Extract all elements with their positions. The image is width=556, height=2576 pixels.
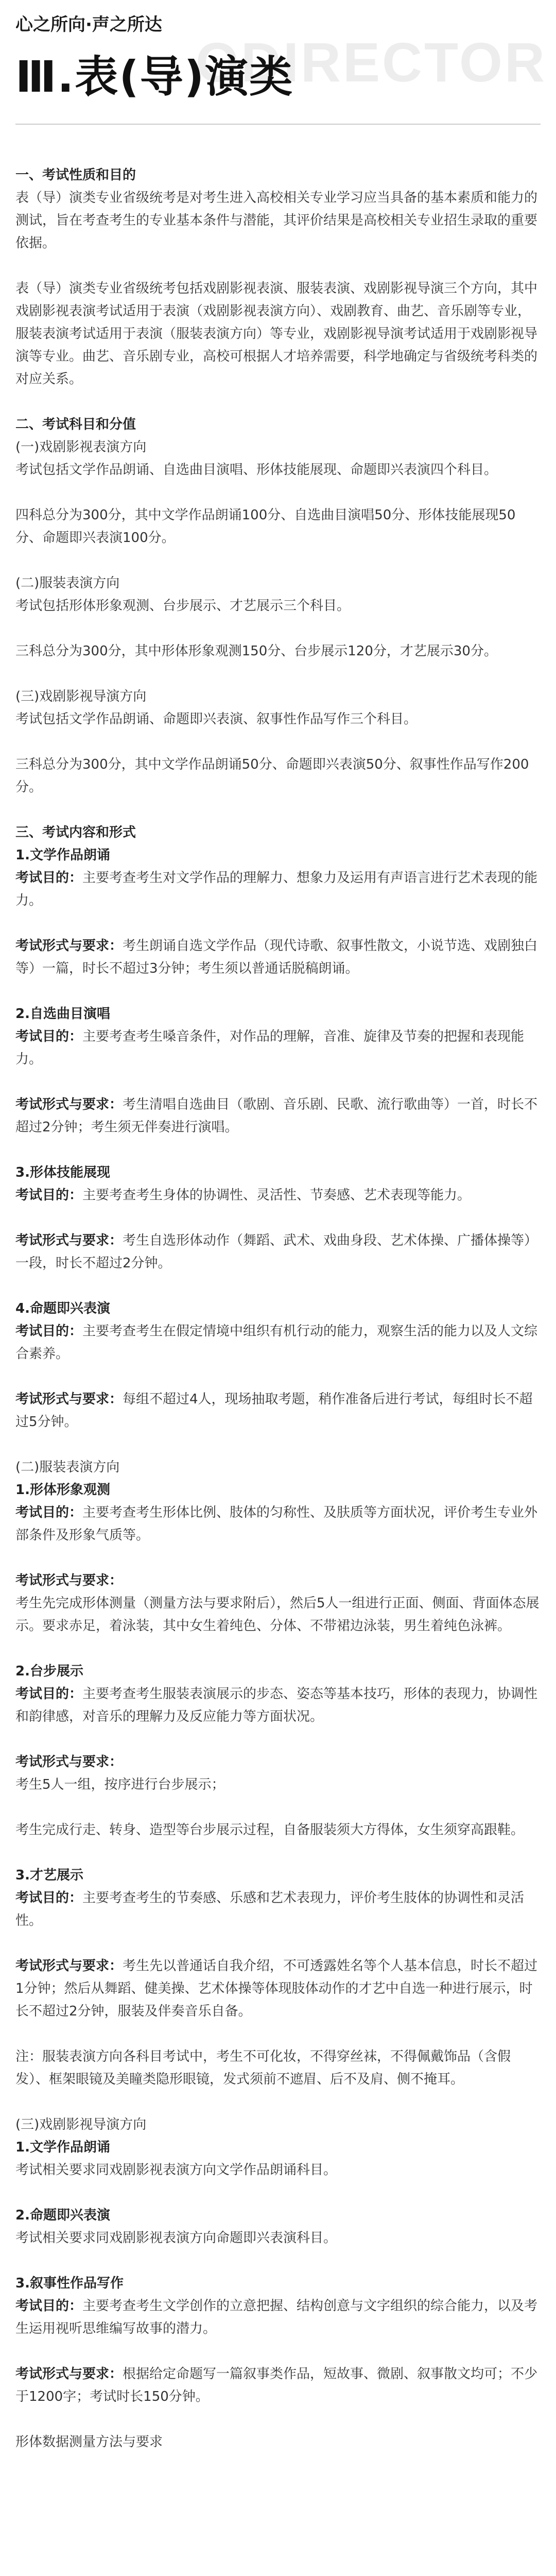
- paragraph: [15, 867, 541, 912]
- item-heading: 3.叙事性作品写作: [15, 2276, 124, 2291]
- subsection-heading: (一)戏剧影视表演方向: [15, 439, 147, 455]
- text: 主要考查考生对文学作品的理解力、想象力及运用有声语言进行艺术表现的能力。: [15, 870, 538, 908]
- text: 主要考查考生嗓音条件，对作品的理解，音准、旋律及节奏的把握和表现能力。: [15, 1029, 525, 1067]
- item-heading: 1.形体形象观测: [15, 1482, 110, 1498]
- section-heading: 二、考试科目和分值: [15, 417, 136, 432]
- paragraph: 形体数据测量方法与要求: [15, 2434, 163, 2450]
- paragraph: 考生先完成形体测量（测量方法与要求附后），然后5人一组进行正面、侧面、背面体态展示。要求赤足，着泳装，其中女生着纯色、分体、不带裙边泳装，男生着纯色泳裤。: [15, 1596, 540, 1634]
- paragraph: [15, 1025, 541, 1071]
- label: 考试形式与要求：: [15, 1392, 123, 1407]
- paragraph: [15, 1093, 541, 1139]
- label: 考试目的：: [15, 2298, 83, 2314]
- text: 考生朗诵自选文学作品（现代诗歌、叙事性散文，小说节选、戏剧独白等）一篇，时长不超过3分钟；考生须以普通话脱稿朗诵。: [15, 938, 538, 976]
- paragraph: 考生5人一组，按序进行台步展示；: [15, 1777, 225, 1792]
- paragraph: 表（导）演类专业省级统考是对考生进入高校相关专业学习应当具备的基本素质和能力的测试，旨在考查考生的专业基本条件与潜能，其评价结果是高校相关专业招生录取的重要依据。: [15, 190, 538, 251]
- paragraph: [15, 1683, 541, 1728]
- subsection-heading: (三)戏剧影视导演方向: [15, 689, 147, 704]
- subsection-heading: (三)戏剧影视导演方向: [15, 2117, 147, 2132]
- note-paragraph: 注：服装表演方向各科目考试中，考生不可化妆，不得穿丝袜，不得佩戴饰品（含假发）、框架眼镜及美瞳类隐形眼镜，发式须前不遮眉、后不及肩、侧不掩耳。: [15, 2049, 511, 2087]
- text: 主要考查考生身体的协调性、灵活性、节奏感、艺术表现等能力。: [82, 1188, 471, 1203]
- text: 每组不超过4人，现场抽取考题，稍作准备后进行考试，每组时长不超过5分钟。: [15, 1392, 533, 1430]
- paragraph: 四科总分为300分，其中文学作品朗诵100分、自选曲目演唱50分、形体技能展现50分、命题即兴表演100分。: [15, 507, 516, 546]
- label: 考试目的：: [15, 1188, 83, 1203]
- paragraph: [15, 1184, 541, 1207]
- item-heading: 2.命题即兴表演: [15, 2208, 110, 2223]
- item-heading: 2.台步展示: [15, 1664, 83, 1679]
- text: 考生先以普通话自我介绍，不可透露姓名等个人基本信息，时长不超过1分钟；然后从舞蹈、健美操、艺术体操等体现肢体动作的才艺中自选一种进行展示，时长不超过2分钟，服装及伴奏音乐自备。: [15, 1958, 538, 2019]
- paragraph: [15, 2295, 541, 2340]
- paragraph: 三科总分为300分，其中文学作品朗诵50分、命题即兴表演50分、叙事性作品写作200分。: [15, 757, 529, 795]
- subsection-heading: (二)服装表演方向: [15, 1460, 120, 1475]
- paragraph: 考试包括文学作品朗诵、命题即兴表演、叙事性作品写作三个科目。: [15, 711, 418, 727]
- text: 根据给定命题写一篇叙事类作品，短故事、微剧、叙事散文均可；不少于1200字；考试时长150分钟。: [15, 2366, 538, 2404]
- article-body: [15, 164, 541, 2453]
- paragraph: [15, 1955, 541, 2023]
- label: 考试目的：: [15, 1686, 83, 1702]
- text: 主要考查考生文学创作的立意把握、结构创意与文字组织的综合能力，以及考生运用视听思维编写故事的潜力。: [15, 2298, 538, 2336]
- subsection-heading: (二)服装表演方向: [15, 575, 120, 591]
- section-heading: 三、考试内容和形式: [15, 825, 136, 840]
- slogan-kicker: 心之所向·声之所达: [15, 14, 162, 35]
- paragraph: 考试相关要求同戏剧影视表演方向命题即兴表演科目。: [15, 2230, 337, 2246]
- text: 考生自选形体动作（舞蹈、武术、戏曲身段、艺术体操、广播体操等）一段，时长不超过2分钟。: [15, 1233, 538, 1271]
- item-heading: 3.形体技能展现: [15, 1165, 110, 1180]
- label: 考试形式与要求：: [15, 938, 123, 954]
- section-heading: 一、考试性质和目的: [15, 167, 136, 183]
- label: 考试目的：: [15, 1324, 83, 1339]
- paragraph: [15, 935, 541, 980]
- item-heading: 1.文学作品朗诵: [15, 848, 110, 863]
- watermark-text: ODIRECTOR: [196, 31, 547, 93]
- label: 考试形式与要求：: [15, 1097, 123, 1112]
- paragraph: 三科总分为300分，其中形体形象观测150分、台步展示120分，才艺展示30分。: [15, 643, 497, 659]
- paragraph: 考试包括文学作品朗诵、自选曲目演唱、形体技能展现、命题即兴表演四个科目。: [15, 462, 498, 478]
- text: 主要考查考生在假定情境中组织有机行动的能力，观察生活的能力以及人文综合素养。: [15, 1324, 538, 1362]
- page-title: Ⅲ.表(导)演类: [15, 52, 294, 102]
- item-heading: 2.自选曲目演唱: [15, 1006, 110, 1022]
- label: 考试形式与要求：: [15, 1958, 123, 1974]
- text: 主要考查考生形体比例、肢体的匀称性、及肤质等方面状况，评价考生专业外部条件及形象气质等。: [15, 1505, 538, 1543]
- label: 考试形式与要求：: [15, 1754, 123, 1770]
- label: 考试形式与要求：: [15, 1233, 123, 1248]
- paragraph: 表（导）演类专业省级统考包括戏剧影视表演、服装表演、戏剧影视导演三个方向，其中戏剧影视表演考试适用于表演（戏剧影视表演方向）、戏剧教育、曲艺、音乐剧等专业，服装表演考试适用于表演（服装表演方向）等专业，戏剧影视导演考试适用于戏剧影视导演等专业。曲艺、音乐剧专业，高校可根据人才培养需要，科学地确定与省级统考科类的对应关系。: [15, 281, 538, 387]
- item-heading: 4.命题即兴表演: [15, 1301, 110, 1316]
- item-heading: 3.才艺展示: [15, 1868, 83, 1883]
- item-heading: 1.文学作品朗诵: [15, 2140, 110, 2155]
- paragraph: 考试包括形体形象观测、台步展示、才艺展示三个科目。: [15, 598, 351, 614]
- label: 考试目的：: [15, 1890, 83, 1906]
- text: 主要考查考生的节奏感、乐感和艺术表现力，评价考生肢体的协调性和灵活性。: [15, 1890, 525, 1928]
- label: 考试形式与要求：: [15, 1573, 123, 1588]
- label: 考试形式与要求：: [15, 2366, 123, 2382]
- title-divider: [15, 124, 541, 125]
- paragraph: 考试相关要求同戏剧影视表演方向文学作品朗诵科目。: [15, 2162, 337, 2178]
- label: 考试目的：: [15, 1029, 83, 1044]
- label: 考试目的：: [15, 1505, 83, 1520]
- paragraph: [15, 1320, 541, 1365]
- paragraph: [15, 1388, 541, 1433]
- label: 考试目的：: [15, 870, 83, 886]
- text: 考生清唱自选曲目（歌剧、音乐剧、民歌、流行歌曲等）一首，时长不超过2分钟；考生须无伴奏进行演唱。: [15, 1097, 538, 1135]
- paragraph: [15, 2363, 541, 2408]
- paragraph: [15, 1887, 541, 1932]
- paragraph: 考生完成行走、转身、造型等台步展示过程，自备服装须大方得体，女生须穿高跟鞋。: [15, 1822, 525, 1838]
- text: 主要考查考生服装表演展示的步态、姿态等基本技巧，形体的表现力，协调性和韵律感，对音乐的理解力及反应能力等方面状况。: [15, 1686, 538, 1724]
- paragraph: [15, 1229, 541, 1275]
- paragraph: [15, 1501, 541, 1547]
